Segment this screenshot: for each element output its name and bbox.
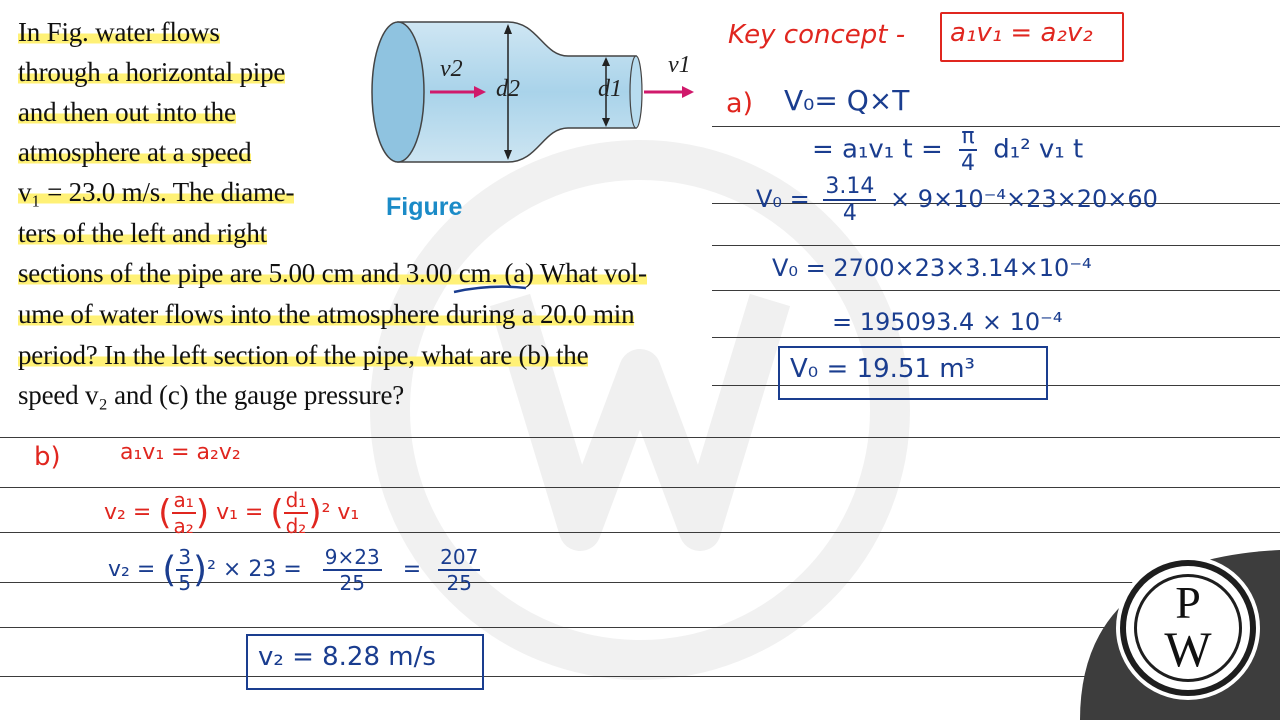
fraction: $\frac{\text{a₁}}{\text{a₂}}$ (173, 488, 194, 538)
ruled-line (0, 437, 1280, 438)
question-line: ume of water flows into the atmosphere during a 20.0 min (18, 299, 635, 329)
part-a-result: V₀ = 19.51 m³ (790, 354, 975, 384)
ruled-line (712, 245, 1280, 246)
fraction: $\frac{3.14}{4}$ (825, 174, 875, 226)
question-line: In Fig. water flows (18, 17, 220, 47)
pw-logo-letter-w: W (1164, 621, 1212, 677)
pw-logo (1120, 560, 1256, 696)
question-line: and then out into the (18, 97, 236, 127)
underline-mark (450, 282, 530, 298)
fraction: $\frac{207}{25}$ (440, 545, 479, 595)
label-d2: d2 (496, 76, 520, 102)
question-line: period? In the left section of the pipe, what are (b) the (18, 340, 589, 370)
fraction: $\frac{\text{d₁}}{\text{d₂}}$ (285, 488, 307, 538)
key-concept-label: Key concept - (728, 20, 906, 50)
part-a-line-5: = 195093.4 × 10⁻⁴ (832, 308, 1063, 336)
fraction: $\frac{\pi}{4}$ (961, 124, 975, 176)
figure-caption: Figure (386, 193, 463, 221)
label-d1: d1 (598, 76, 622, 102)
key-concept-formula: a₁v₁ = a₂v₂ (950, 18, 1093, 48)
label-v2: v2 (440, 56, 463, 82)
part-a-label: a) (726, 88, 754, 119)
part-b-line-1: a₁v₁ = a₂v₂ (120, 440, 241, 465)
question-line: atmosphere at a speed (18, 137, 252, 167)
part-b-line-2: v₂ = ( $\frac{\text{a₁}}{\text{a₂}}$ ) v₁ = ( $\frac{\text{d₁}}{\text{d₂}}$ )² v₁ (104, 488, 360, 538)
part-b-result: v₂ = 8.28 m/s (258, 642, 436, 672)
part-a-line-4: V₀ = 2700×23×3.14×10⁻⁴ (772, 254, 1092, 282)
question-line: through a horizontal pipe (18, 57, 286, 87)
ruled-line (712, 337, 1280, 338)
question-line: ters of the left and right (18, 218, 267, 248)
part-b-line-3: v₂ = ( $\frac{3}{5}$ )² × 23 = $\frac{9\times 23}{25}$ = $\frac{207}{25}$ (108, 545, 479, 595)
fraction: $\frac{3}{5}$ (178, 545, 192, 595)
question-line: speed v₂ and (c) the gauge pressure? (18, 380, 405, 410)
fraction: $\frac{9\times 23}{25}$ (324, 545, 380, 595)
part-a-line-1: V₀= Q×T (784, 84, 910, 117)
pipe-figure (368, 16, 708, 166)
ruled-line (712, 290, 1280, 291)
part-a-line-3: V₀ = $\frac{3.14}{4}$ × 9×10⁻⁴×23×20×60 (756, 174, 1158, 226)
pw-logo-letter-p: P (1175, 577, 1201, 628)
question-line: sections of the pipe are 5.00 cm and 3.00 cm. (a) What vol- (18, 258, 647, 288)
question-line: v₁ = 23.0 m/s. The diame- (18, 177, 295, 207)
label-v1: v1 (668, 52, 691, 78)
part-a-line-2: = a₁v₁ t = $\frac{\pi}{4}$ d₁² v₁ t (812, 124, 1084, 176)
part-b-label: b) (34, 442, 61, 472)
